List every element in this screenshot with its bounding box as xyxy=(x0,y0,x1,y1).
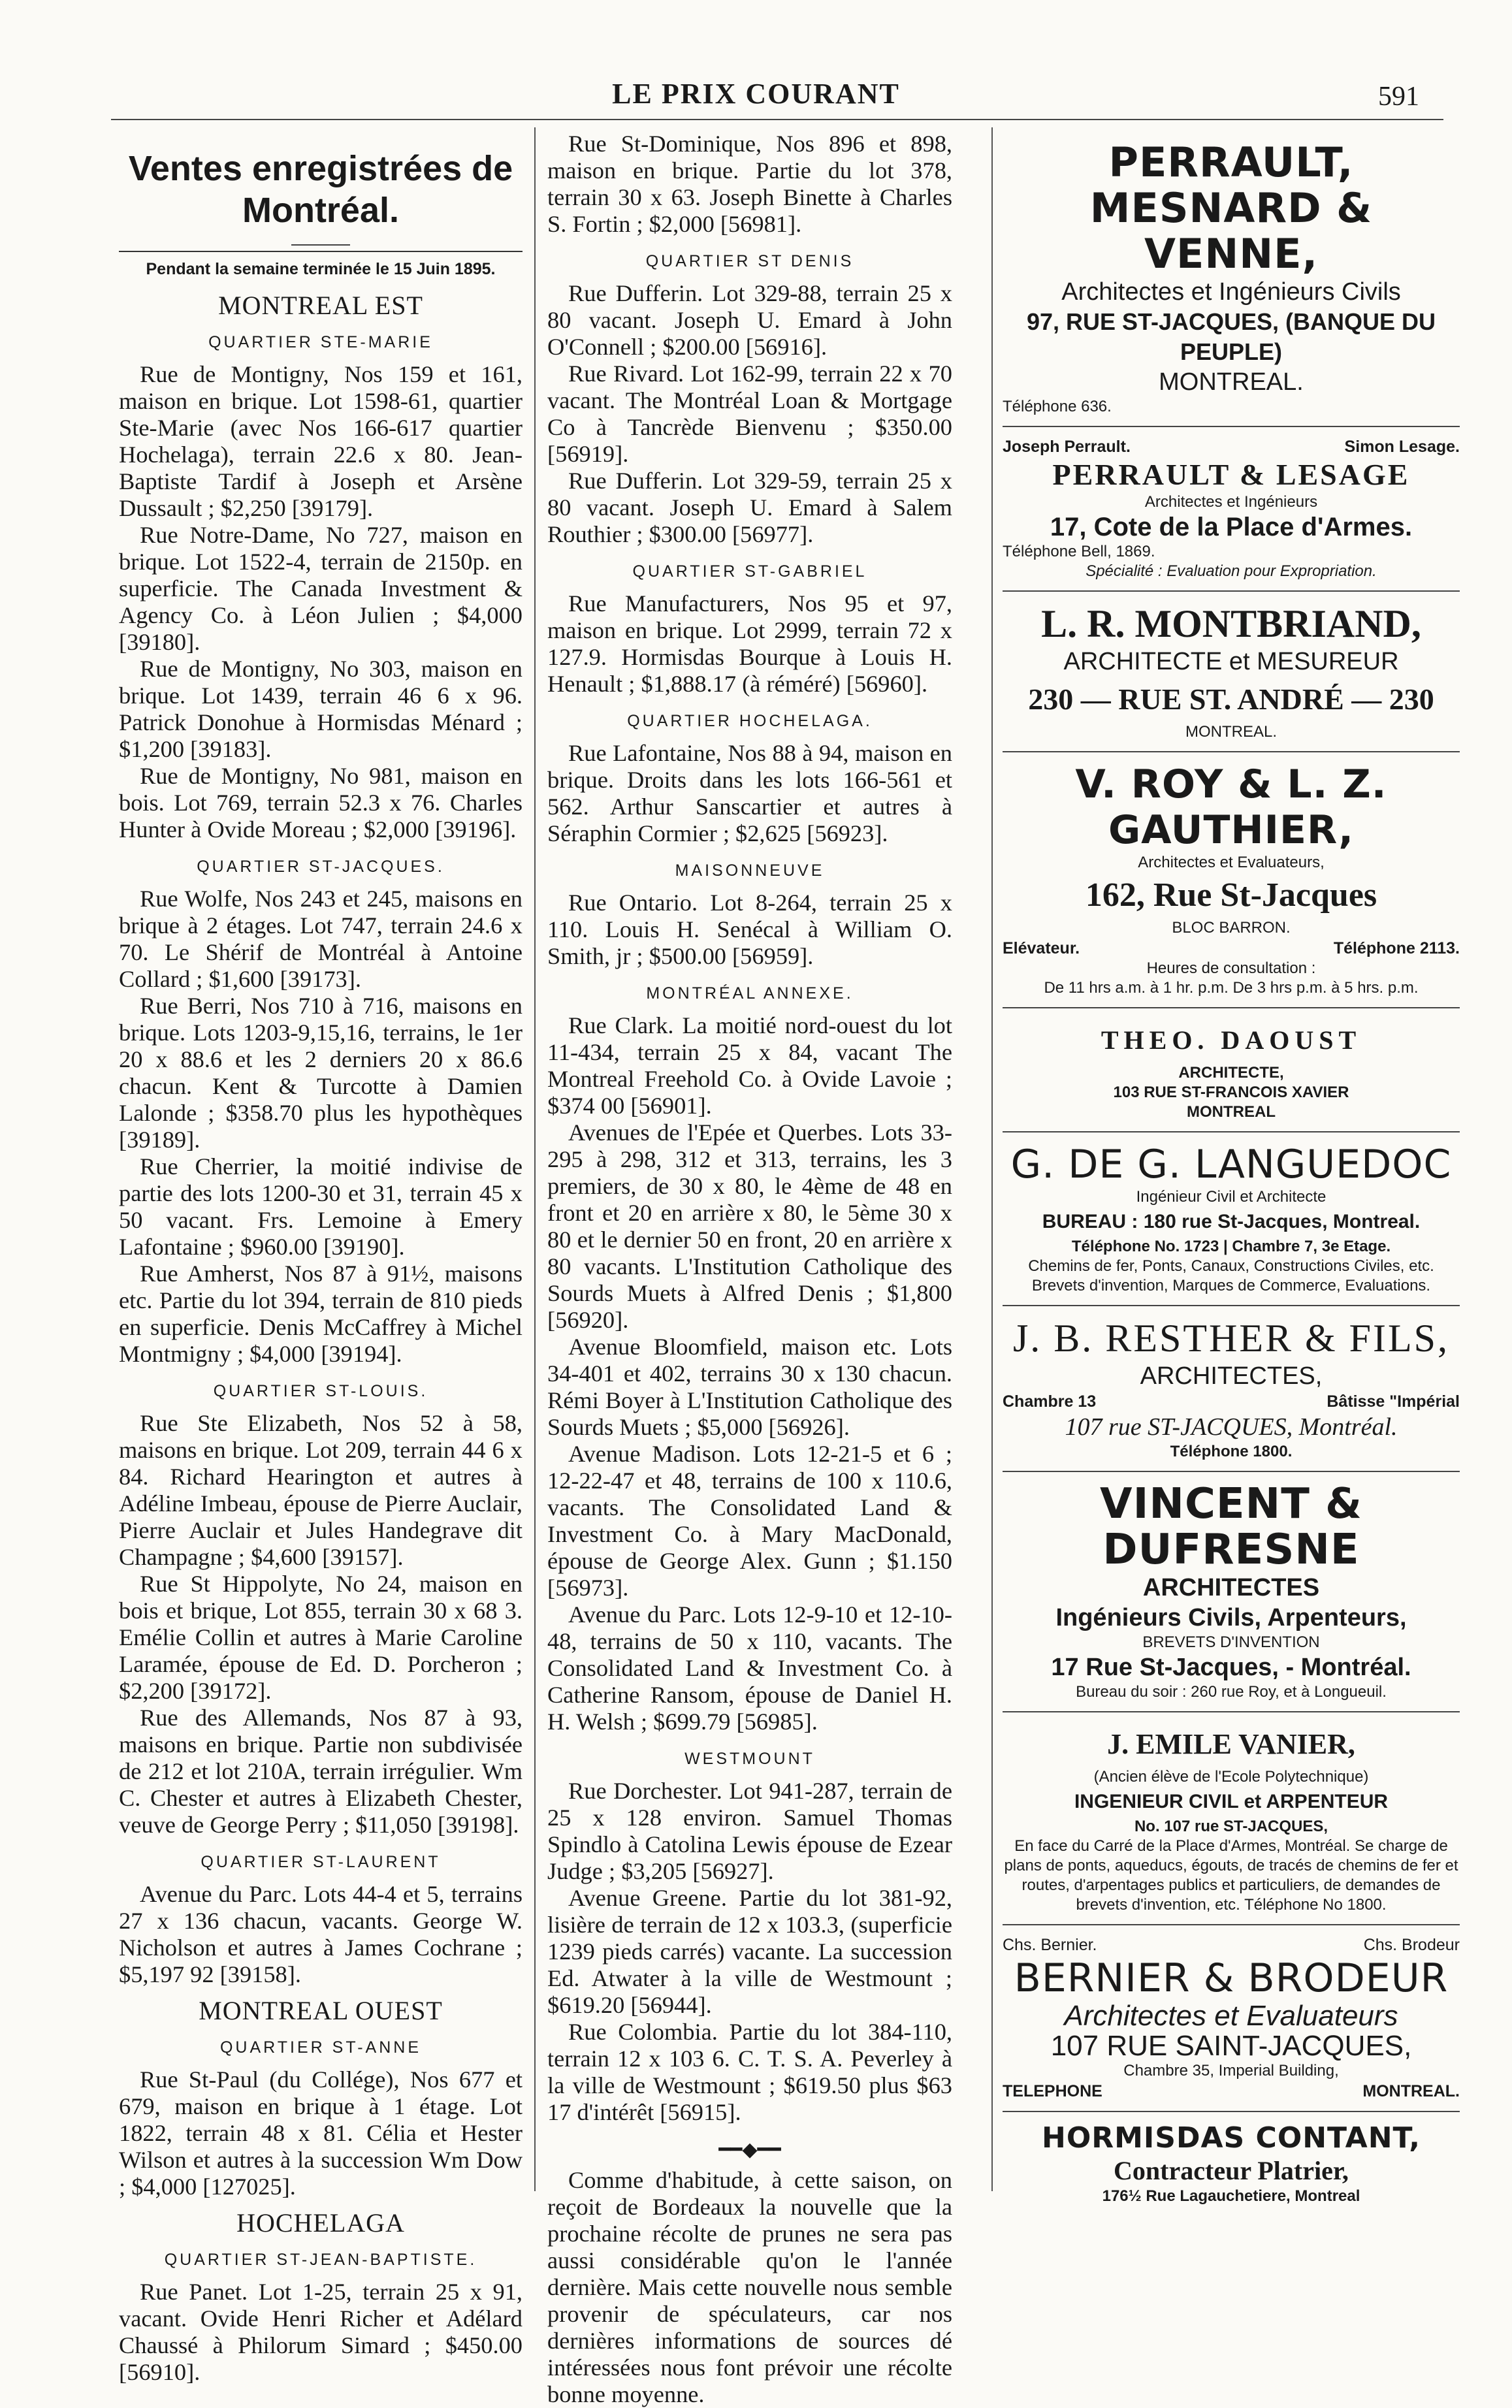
district-heading: MONTREAL EST xyxy=(218,291,423,320)
sale-entry: Avenue du Parc. Lots 44-4 et 5, terrains 27 x 136 chacun, vacants. George W. Nicholson et autres à James Cochrane ; $5,197 92 [39158]. xyxy=(119,1881,523,1987)
district-heading: MONTREAL OUEST xyxy=(199,1996,443,2025)
ad-bureau: BUREAU : 180 rue St-Jacques, Montreal. xyxy=(1042,1211,1421,1232)
district-heading: HOCHELAGA xyxy=(236,2208,405,2238)
ad-phone: Téléphone Bell, 1869. xyxy=(1003,543,1155,560)
ad-profession: Architectes et Ingénieurs Civils xyxy=(1061,278,1401,306)
news-paragraph: Comme d'habitude, à cette saison, on reçoit de Bordeaux la nouvelle que la prochaine récolte de prunes ne sera pas aussi considérable qu'on le l'année dernière. Mais cette nouvelle nous semble provenir de spéculateurs, car nos dernières informations de sources dé intéressées nous font prévoir une récolte bonne moyenne. xyxy=(547,2167,952,2407)
ad-profession: ARCHITECTE, xyxy=(1178,1064,1284,1082)
ad-phone: Téléphone 636. xyxy=(1003,398,1112,415)
ad-profession: ARCHITECTE et MESUREUR xyxy=(1063,648,1399,675)
ward-heading: QUARTIER ST DENIS xyxy=(645,252,854,270)
middle-column xyxy=(547,131,952,2408)
ward-heading: QUARTIER ST-ANNE xyxy=(219,2038,422,2057)
sale-entry: Rue Manufacturers, Nos 95 et 97, maison en brique. Lot 2999, terrain 72 x 127.9. Hormisdas Bourque à Louis H. Henault ; $1,888.17 (à réméré) [56960]. xyxy=(547,590,952,697)
ad-evening-bureau: Bureau du soir : 260 rue Roy, et à Longueuil. xyxy=(1076,1683,1387,1701)
ad-address: 162, Rue St-Jacques xyxy=(1085,876,1377,914)
ad-partner: Simon Lesage. xyxy=(1344,438,1460,456)
ad-phone: Téléphone 1800. xyxy=(1170,1443,1293,1460)
ad-roy-gauthier xyxy=(1003,752,1460,1008)
ad-firm-name: L. R. MONTBRIAND, xyxy=(1041,602,1421,645)
sale-entry: Rue Wolfe, Nos 243 et 245, maisons en brique à 2 étages. Lot 747, terrain 24.6 x 70. Le Shérif de Montréal à Antoine Collard ; $1,600 [39173]. xyxy=(119,886,523,992)
column-rule-2 xyxy=(991,127,993,2191)
header-rule xyxy=(111,119,1443,120)
ad-building: BLOC BARRON. xyxy=(1172,919,1291,937)
ward-heading: QUARTIER ST-LAURENT xyxy=(201,1853,441,1871)
ward-heading: MAISONNEUVE xyxy=(675,861,825,880)
ad-profession: ARCHITECTES, xyxy=(1140,1362,1323,1390)
sale-entry: Rue Cherrier, la moitié indivise de partie des lots 1200-30 et 31, terrain 45 x 50 vacant. Frs. Lemoine à Emery Lafontaine ; $960.00 [39190]. xyxy=(119,1153,523,1260)
ad-description: En face du Carré de la Place d'Armes, Montréal. Se charge de plans de ponts, aqueducs, égouts, de tracés de chemins de fer et routes, d'arpentages publics et particuliers, de demandes de brevets d'invention, etc. Téléphone No 1800. xyxy=(1004,1837,1458,1914)
ad-profession: Architectes et Evaluateurs xyxy=(1064,2000,1398,2032)
left-column xyxy=(119,131,523,2386)
ad-partner: Joseph Perrault. xyxy=(1003,438,1131,456)
ad-partners-row xyxy=(1003,436,1460,457)
sale-entry: Rue Ste Elizabeth, Nos 52 à 58, maisons en brique. Lot 209, terrain 44 6 x 84. Richard Hearington et autres à Adéline Imbeau, épouse de Pierre Auclair, Pierre Auclair et Jules Handegrave dit Champagne ; $4,600 [39157]. xyxy=(119,1410,523,1570)
ad-phone: Téléphone No. 1723 | Chambre 7, 3e Etage. xyxy=(1071,1238,1391,1255)
ad-specialty: Spécialité : Evaluation pour Expropriation. xyxy=(1086,562,1377,580)
sale-entry: Rue Lafontaine, Nos 88 à 94, maison en brique. Droits dans les lots 166-561 et 562. Arthur Sanscartier et autres à Séraphin Cormier ; $2,625 [56923]. xyxy=(547,740,952,846)
ad-partner: Chs. Bernier. xyxy=(1003,1936,1097,1954)
ad-phone: Téléphone 2113. xyxy=(1333,939,1460,957)
ad-room-row xyxy=(1003,1391,1460,1412)
ad-hours-title: Heures de consultation : xyxy=(1146,959,1316,977)
running-head xyxy=(0,0,1512,112)
ad-firm-name: THEO. DAOUST xyxy=(1101,1025,1362,1055)
sale-entry: Avenue Greene. Partie du lot 381-92, lisière de terrain de 12 x 103.3, (superficie 1239 pieds carrés) vacante. La succession Ed. Atwater à la ville de Westmount ; $619.20 [56944]. xyxy=(547,1885,952,2018)
ad-building: Bâtisse "Impérial xyxy=(1327,1392,1460,1411)
ad-profession: ARCHITECTES xyxy=(1142,1574,1320,1601)
page-number: 591 xyxy=(1378,82,1419,112)
ad-contact-row xyxy=(1003,2081,1460,2102)
ad-firm-name: J. EMILE VANIER, xyxy=(1107,1728,1355,1760)
ad-partner: Chs. Brodeur xyxy=(1363,1936,1460,1954)
ad-firm-name: PERRAULT & LESAGE xyxy=(1052,458,1410,491)
column-rule-1 xyxy=(534,127,536,2191)
ad-former-student: (Ancien élève de l'Ecole Polytechnique) xyxy=(1093,1768,1369,1786)
ward-heading: QUARTIER ST-JACQUES. xyxy=(197,858,445,876)
sale-entry: Rue Amherst, Nos 87 à 91½, maisons etc. Partie du lot 394, terrain de 810 pieds en superficie. Denis McCaffrey à Michel Montmigny ; $4,000 [39194]. xyxy=(119,1260,523,1367)
ad-address: 176½ Rue Lagauchetiere, Montreal xyxy=(1102,2187,1360,2205)
ad-firm-name: PERRAULT, MESNARD & VENNE, xyxy=(1089,138,1373,278)
sale-entry: Rue de Montigny, Nos 159 et 161, maison en brique. Lot 1598-61, quartier Ste-Marie (avec Nos 166-617 quartier Hochelaga), terrain 22.6 x 80. Jean-Baptiste Tardif à Joseph et Arsène Dussault ; $2,250 [39179]. xyxy=(119,361,523,521)
sale-entry: Rue de Montigny, No 981, maison en bois. Lot 769, terrain 52.3 x 76. Charles Hunter à Ovide Moreau ; $2,000 [39196]. xyxy=(119,763,523,843)
ad-address: 230 — RUE ST. ANDRÉ — 230 xyxy=(1028,682,1434,716)
ad-firm-name: HORMISDAS CONTANT, xyxy=(1042,2121,1421,2155)
ad-perrault-mesnard-venne xyxy=(1003,131,1460,427)
heading-rule xyxy=(291,244,350,246)
ad-contact-row xyxy=(1003,938,1460,959)
ad-city: MONTREAL xyxy=(1187,1103,1276,1121)
ad-city: MONTREAL. xyxy=(1185,723,1277,741)
ad-theo-daoust xyxy=(1003,1008,1460,1132)
ad-address: 107 RUE SAINT-JACQUES, xyxy=(1050,2030,1412,2062)
ad-partners-row xyxy=(1003,1934,1460,1955)
ad-firm-name: VINCENT & DUFRESNE xyxy=(1100,1480,1362,1574)
advertisements-column xyxy=(1003,131,1460,2215)
sale-entry: Avenues de l'Epée et Querbes. Lots 33-295 à 298, 312 et 313, terrains, les 3 premiers, de 30 x 80, le 4ème de 48 en front et 20 en arrière x 80, le 5ème 30 x 80 et le dernier 50 en front, 20 en arrière x 80 vacants. L'Institution Catholique des Sourds Muets à Alfred Denis ; $1,800 [56920]. xyxy=(547,1119,952,1333)
ward-heading: QUARTIER HOCHELAGA. xyxy=(627,712,873,730)
ad-patents: BREVETS D'INVENTION xyxy=(1142,1633,1320,1651)
ad-firm-name: V. ROY & L. Z. GAUTHIER, xyxy=(1075,762,1387,853)
running-title: LE PRIX COURANT xyxy=(612,78,900,110)
ad-profession: INGENIEUR CIVIL et ARPENTEUR xyxy=(1074,1791,1389,1812)
sale-entry: Rue Clark. La moitié nord-ouest du lot 11-434, terrain 25 x 84, vacant The Montreal Freehold Co. à Ovide Lavoie ; $374 00 [56901]. xyxy=(547,1012,952,1119)
ad-building: Chambre 35, Imperial Building, xyxy=(1123,2062,1339,2079)
ad-elevator: Elévateur. xyxy=(1003,939,1080,957)
ad-profession: Ingénieur Civil et Architecte xyxy=(1136,1188,1327,1206)
sale-entry: Rue Colombia. Partie du lot 384-110, terrain 12 x 103 6. C. T. S. A. Peverley à la ville de Westmount ; $619.50 plus $63 17 d'intérêt [56915]. xyxy=(547,2019,952,2125)
section-heading: Ventes enregistrées de Montréal. xyxy=(128,149,513,230)
ad-room: Chambre 13 xyxy=(1003,1392,1097,1411)
ad-address: 107 rue ST-JACQUES, Montréal. xyxy=(1065,1413,1398,1441)
ad-montbriand xyxy=(1003,592,1460,752)
sale-entry: Rue de Montigny, No 303, maison en brique. Lot 1439, terrain 46 6 x 96. Patrick Donohue à Hormisdas Ménard ; $1,200 [39183]. xyxy=(119,656,523,762)
sale-entry: Avenue Madison. Lots 12-21-5 et 6 ; 12-22-47 et 48, terrains de 100 x 110.6, vacants. The Consolidated Land & Investment Co. à Mary MacDonald, épouse de George Alex. Gunn ; $1.150 [56973]. xyxy=(547,1441,952,1601)
ward-heading: QUARTIER ST-JEAN-BAPTISTE. xyxy=(164,2251,477,2269)
sale-entry: Rue Dufferin. Lot 329-59, terrain 25 x 80 vacant. Joseph U. Emard à Salem Routhier ; $300.00 [56977]. xyxy=(547,468,952,547)
ward-heading: QUARTIER ST-LOUIS. xyxy=(213,1382,428,1400)
ad-languedoc xyxy=(1003,1132,1460,1306)
ward-heading: QUARTIER STE-MARIE xyxy=(208,333,433,351)
ad-city: MONTREAL. xyxy=(1362,2082,1460,2100)
ad-address: 97, RUE ST-JACQUES, (BANQUE DU PEUPLE) xyxy=(1026,308,1436,365)
ad-address: 103 RUE ST-FRANCOIS XAVIER xyxy=(1113,1084,1349,1101)
ad-hours: De 11 hrs a.m. à 1 hr. p.m. De 3 hrs p.m. à 5 hrs. p.m. xyxy=(1044,979,1419,997)
sale-entry: Avenue du Parc. Lots 12-9-10 et 12-10-48, terrains de 50 x 110, vacants. The Consolidated Land & Investment Co. à Catherine Ransom, épouse de Daniel H. H. Welsh ; $699.79 [56985]. xyxy=(547,1601,952,1735)
ad-resther-fils xyxy=(1003,1306,1460,1472)
ad-firm-name: G. DE G. LANGUEDOC xyxy=(1010,1142,1452,1187)
sale-entry: Rue Notre-Dame, No 727, maison en brique. Lot 1522-4, terrain de 2150p. en superficie. The Canada Investment & Agency Co. à Léon Julien ; $4,000 [39180]. xyxy=(119,522,523,655)
sale-entry: Avenue Bloomfield, maison etc. Lots 34-401 et 402, terrains 30 x 130 chacun. Rémi Boyer à L'Institution Catholique des Sourds Muets ; $5,000 [56926]. xyxy=(547,1334,952,1440)
ward-heading: QUARTIER ST-GABRIEL xyxy=(632,562,867,581)
sale-entry: Rue Ontario. Lot 8-264, terrain 25 x 110. Louis H. Senécal à William O. Smith, jr ; $500.00 [56959]. xyxy=(547,890,952,969)
ad-vincent-dufresne xyxy=(1003,1472,1460,1712)
ad-address: 17, Cote de la Place d'Armes. xyxy=(1050,513,1413,541)
ad-profession: Architectes et Ingénieurs xyxy=(1144,493,1318,511)
ad-vanier xyxy=(1003,1712,1460,1925)
sale-entry: Rue Panet. Lot 1-25, terrain 25 x 91, vacant. Ovide Henri Richer et Adélard Chaussé à Philorum Simard ; $450.00 [56910]. xyxy=(119,2279,523,2385)
period-line: Pendant la semaine terminée le 15 Juin 1895. xyxy=(119,251,523,283)
sale-entry: Rue St Hippolyte, No 24, maison en bois et brique, Lot 855, terrain 30 x 68 3. Emélie Collin et autres à Marie Caroline Laramée, épouse de Ed. D. Porcheron ; $2,200 [39172]. xyxy=(119,1571,523,1704)
ad-bernier-brodeur xyxy=(1003,1925,1460,2112)
ad-contant xyxy=(1003,2112,1460,2215)
ad-services: Chemins de fer, Ponts, Canaux, Constructions Civiles, etc. Brevets d'invention, Marques de Commerce, Evaluations. xyxy=(1028,1257,1434,1294)
ad-profession: Contracteur Platrier, xyxy=(1114,2156,1349,2185)
ad-profession-2: Ingénieurs Civils, Arpenteurs, xyxy=(1055,1604,1407,1631)
ad-profession: Architectes et Evaluateurs, xyxy=(1138,854,1325,871)
ad-phone: TELEPHONE xyxy=(1003,2082,1102,2100)
ad-firm-name: J. B. RESTHER & FILS, xyxy=(1012,1317,1450,1360)
sale-entry: Rue Rivard. Lot 162-99, terrain 22 x 70 vacant. The Montréal Loan & Mortgage Co à Tancrède Bienvenu ; $350.00 [56919]. xyxy=(547,361,952,467)
ad-address: No. 107 rue ST-JACQUES, xyxy=(1134,1818,1328,1835)
sale-entry: Rue St-Dominique, Nos 896 et 898, maison en brique. Partie du lot 378, terrain 30 x 63. Joseph Binette à Charles S. Fortin ; $2,000 [56981]. xyxy=(547,131,952,237)
sale-entry: Rue Berri, Nos 710 à 716, maisons en brique. Lots 1203-9,15,16, terrains, le 1er 20 x 88.6 et les 2 derniers 20 x 86.6 chacun. Kent & Turcotte à Damien Lalonde ; $358.70 plus les hypothèques [39189]. xyxy=(119,993,523,1153)
sale-entry: Rue des Allemands, Nos 87 à 93, maisons en brique. Partie non subdivisée de 212 et lot 210A, terrain irrégulier. Wm C. Chester et autres à Elizabeth Chester, veuve de George Perry ; $11,050 [39198]. xyxy=(119,1705,523,1838)
ad-firm-name: BERNIER & BRODEUR xyxy=(1014,1955,1449,2001)
ornament-divider: ━━◆━━ xyxy=(718,2139,781,2160)
ward-heading: WESTMOUNT xyxy=(684,1750,815,1768)
sale-entry: Rue Dufferin. Lot 329-88, terrain 25 x 80 vacant. Joseph U. Emard à John O'Connell ; $200.00 [56916]. xyxy=(547,280,952,360)
sale-entry: Rue Dorchester. Lot 941-287, terrain de 25 x 128 environ. Samuel Thomas Spindlo à Catolina Lewis épouse de Ezear Judge ; $3,205 [56927]. xyxy=(547,1778,952,1884)
ward-heading: MONTRÉAL ANNEXE. xyxy=(646,984,854,1003)
ad-perrault-lesage xyxy=(1003,427,1460,592)
ad-city: MONTREAL. xyxy=(1159,368,1304,396)
ad-address: 17 Rue St-Jacques, - Montréal. xyxy=(1051,1654,1411,1681)
sale-entry: Rue St-Paul (du Collége), Nos 677 et 679, maison en brique à 1 étage. Lot 1822, terrain 48 x 81. Célia et Hester Wilson et autres à la succession Wm Dow ; $4,000 [127025]. xyxy=(119,2066,523,2200)
